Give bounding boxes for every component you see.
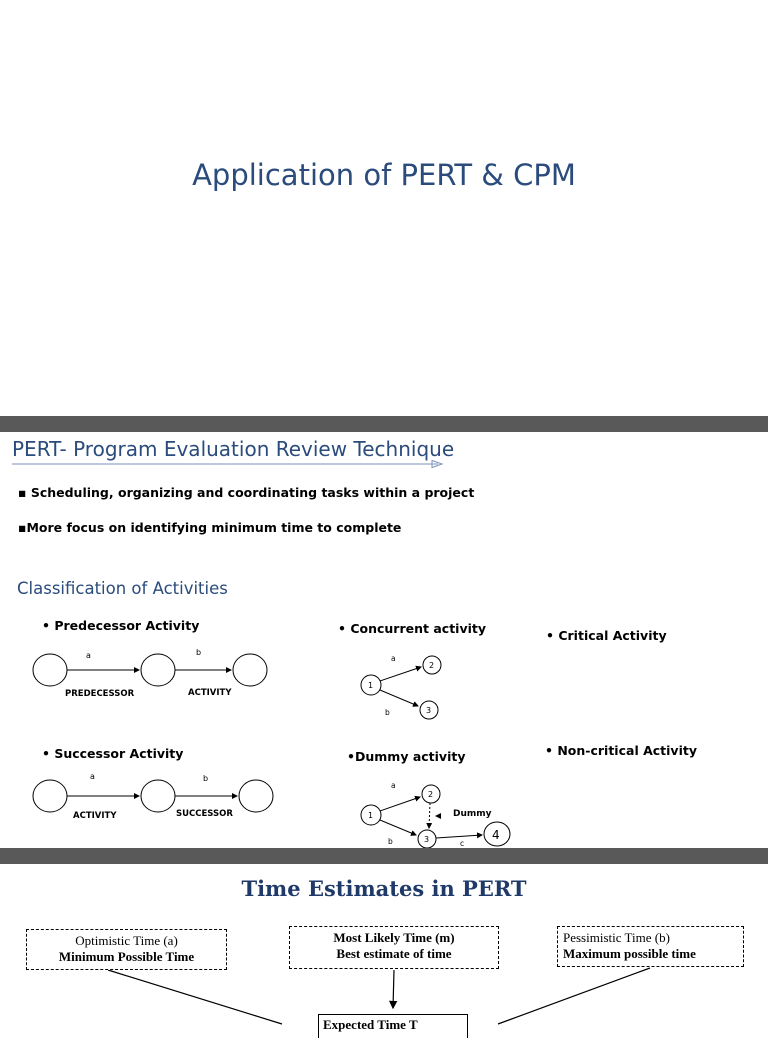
node-number: 2 [428, 790, 434, 799]
critical-activity-label: • Critical Activity [546, 628, 667, 643]
pessimistic-desc: Maximum possible time [563, 946, 696, 961]
edge-label: a [391, 781, 396, 790]
pert-heading: PERT- Program Evaluation Review Technique [12, 437, 455, 461]
bullet-scheduling: ▪ Scheduling, organizing and coordinating tasks within a project [18, 485, 475, 500]
dummy-edge-dashed [429, 803, 430, 828]
heading-underline-arrow [12, 460, 444, 468]
node-number: 1 [368, 681, 374, 690]
optimistic-time-box [26, 929, 227, 970]
optimistic-title: Optimistic Time (a) [75, 933, 178, 948]
connector-line [108, 970, 282, 1024]
node-circle [141, 654, 175, 686]
edge-label: a [90, 772, 95, 781]
node-circle [33, 780, 67, 812]
node-number: 1 [368, 811, 374, 820]
edge-label: b [388, 837, 393, 846]
caption-successor: SUCCESSOR [176, 809, 233, 819]
classification-heading: Classification of Activities [17, 579, 228, 598]
pessimistic-time-box [557, 926, 744, 967]
successor-activity-label: • Successor Activity [42, 746, 184, 761]
edge-arrow [436, 835, 482, 838]
bullet-minimum-time: ▪More focus on identifying minimum time to complete [18, 520, 402, 535]
caption-activity: ACTIVITY [73, 811, 117, 821]
connector-line [498, 968, 650, 1024]
dummy-text: Dummy [453, 809, 492, 819]
edge-label: b [203, 774, 209, 783]
edge-label: b [196, 648, 202, 657]
concurrent-diagram [355, 650, 455, 726]
edge-arrow [380, 667, 421, 681]
edge-label: b [385, 708, 390, 717]
most-likely-desc: Best estimate of time [336, 946, 452, 961]
node-number: 2 [429, 661, 435, 670]
slide-time-estimates [0, 864, 768, 1032]
expected-time-box: Expected Time T [318, 1014, 468, 1038]
dummy-pointer [435, 813, 441, 819]
slide-title [0, 0, 768, 416]
connector-arrow [393, 970, 394, 1008]
edge-label: a [391, 654, 396, 663]
concurrent-activity-label: • Concurrent activity [338, 621, 487, 636]
node-number: 4 [492, 828, 500, 842]
noncritical-activity-label: • Non-critical Activity [545, 743, 697, 758]
dummy-activity-label: •Dummy activity [347, 749, 466, 764]
node-circle [33, 654, 67, 686]
node-number: 3 [426, 706, 432, 715]
edge-label: a [86, 651, 91, 660]
edge-arrow [380, 820, 416, 835]
dummy-diagram [355, 778, 525, 850]
optimistic-desc: Minimum Possible Time [58, 949, 195, 964]
node-circle [239, 780, 273, 812]
edge-arrow [380, 690, 418, 706]
predecessor-diagram [28, 642, 278, 702]
caption-predecessor: PREDECESSOR [65, 689, 135, 699]
node-number: 3 [424, 835, 430, 844]
caption-activity: ACTIVITY [188, 688, 232, 698]
slide-separator [0, 848, 768, 864]
time-estimates-heading: Time Estimates in PERT [241, 876, 527, 901]
most-likely-time-box [289, 926, 499, 969]
most-likely-title: Most Likely Time (m) [333, 930, 455, 945]
slide-title-heading: Application of PERT & CPM [192, 158, 576, 192]
node-circle [233, 654, 267, 686]
slide-separator [0, 416, 768, 432]
slide-pert-definition [0, 432, 768, 848]
pessimistic-title: Pessimistic Time (b) [563, 930, 670, 945]
successor-diagram [28, 768, 278, 828]
node-circle [141, 780, 175, 812]
edge-label: c [460, 839, 465, 848]
predecessor-activity-label: • Predecessor Activity [42, 618, 200, 633]
edge-arrow [380, 797, 420, 811]
